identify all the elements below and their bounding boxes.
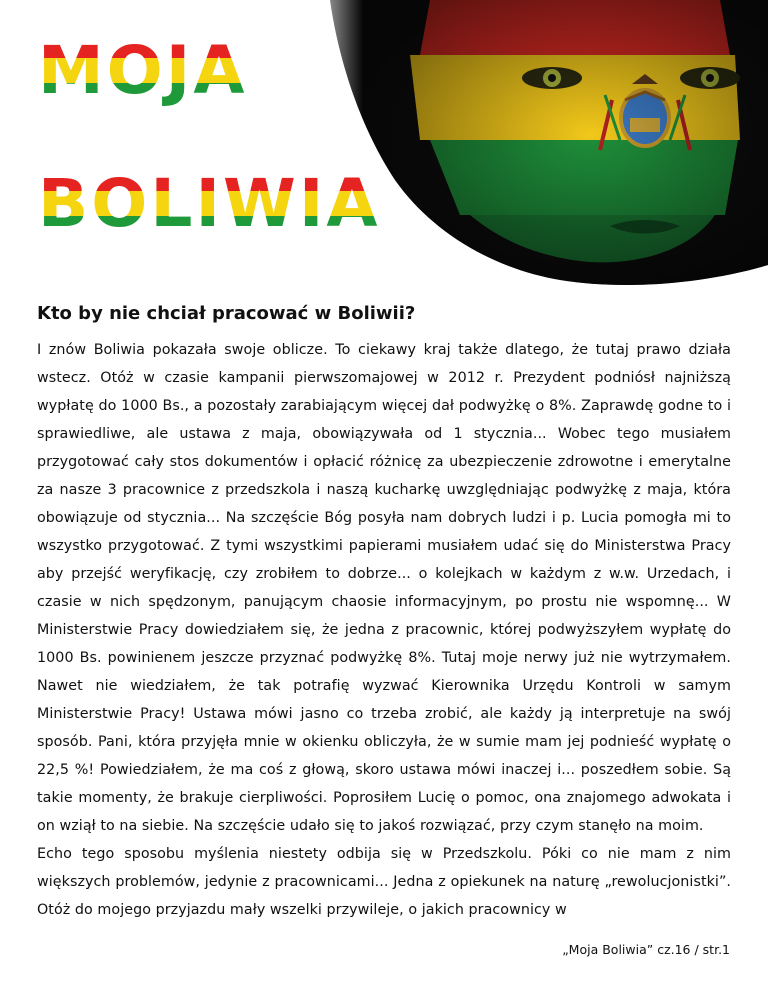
- header-banner: [0, 0, 768, 300]
- logo-line-1: MOJA: [38, 32, 248, 109]
- page-footer: „Moja Boliwia” cz.16 / str.1: [562, 942, 730, 957]
- header-artwork: [0, 0, 768, 300]
- logo-line-2: BOLIWIA: [38, 165, 381, 242]
- paragraph-2: Echo tego sposobu myślenia niestety odbija się w Przedszkolu. Póki co nie mam z nim większych problemów, jedynie z pracownicami... Jedna z opiekunek na naturę „rewolucjonistki”. Otóż do mojego przyjazdu mały wszelki przywileje, o jakich pracownicy w: [37, 846, 731, 918]
- article-title: Kto by nie chciał pracować w Boliwii?: [37, 303, 416, 324]
- paragraph-1: I znów Boliwia pokazała swoje oblicze. To ciekawy kraj także dlatego, że tutaj prawo działa wstecz. Otóż w czasie kampanii pierwszomajowej w 2012 r. Prezydent podniósł najniższą wypłatę do 1000 Bs., a pozostały zarabiającym więcej dał podwyżkę o 8%. Zaprawdę godne to i sprawiedliwe, ale ustawa z maja, obowiązywała od 1 stycznia... Wobec tego musiałem przygotować cały stos dokumentów i opłacić różnicę za ubezpieczenie zdrowotne i emerytalne za nasze 3 pracownice z przedszkola i naszą kucharkę uwzględniając podwyżkę z maja, która obowiązuje od stycznia... Na szczęście Bóg posyła nam dobrych ludzi i p. Lucia pomogła mi to wszystko przygotować. Z tymi wszystkimi papierami musiałem udać się do Ministerstwa Pracy aby przejść weryfikację, czy zrobiłem to dobrze... o kolejkach w każdym z w.w. Urzedach, i czasie w nich spędzonym, panującym chaosie informacyjnym, po prostu nie wspomnę... W Ministerstwie Pracy dowiedziałem się, że jedna z pracownic, której podwyższyłem wypłatę do 1000 Bs. powinienem jeszcze przyznać podwyżkę 8%. Tutaj moje nerwy już nie wytrzymałem. Nawet nie wiedziałem, że tak potrafię wyzwać Kierownika Urzędu Kontroli w samym Ministerstwie Pracy! Ustawa mówi jasno co trzeba zrobić, ale każdy ją interpretuje na swój sposób. Pani, która przyjęła mnie w okienku obliczyła, że w sumie mam jej podnieść wypłatę o 22,5 %! Powiedziałem, że ma coś z głową, skoro ustawa mówi inaczej i... poszedłem sobie. Są takie momenty, że brakuje cierpliwości. Poprosiłem Lucię o pomoc, ona znajomego adwokata i on wziął to na siebie. Na szczęście udało się to jakoś rozwiązać, przy czym stanęło na moim.: [37, 342, 731, 834]
- article-body: [37, 336, 731, 924]
